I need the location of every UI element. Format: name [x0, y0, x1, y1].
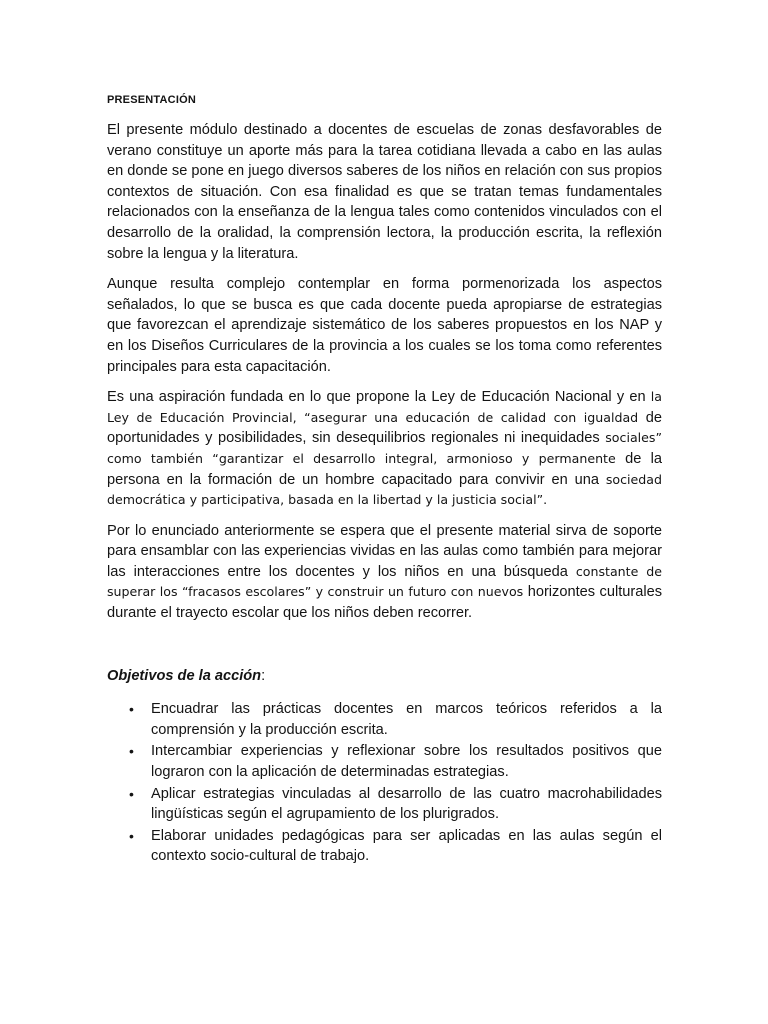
quoted-text-segment: sociedad democrática y participativa, basada en la libertad y la justicia social”. — [107, 471, 662, 508]
quoted-text-segment: sociales” como también “garantizar el desarrollo integral, armonioso y permanente — [107, 430, 662, 466]
objective-item — [107, 826, 662, 867]
paragraphs-container — [107, 120, 662, 624]
document-page — [107, 93, 662, 868]
objectives-title-suffix: : — [261, 667, 266, 684]
text-segment: Aunque resulta complejo contemplar en forma pormenorizada los aspectos señalados, lo que se busca es que cada docente pueda apropiarse de estrategias que favorezcan el aprendizaje sistemático de los saberes propuestos en los NAP y en los Diseños Curriculares de la provincia a los cuales se los toma como referentes principales para esta capacitación. — [107, 276, 662, 375]
objective-text: Aplicar estrategias vinculadas al desarrollo de las cuatro macrohabilidades lingüísticas según el agrupamiento de los plurigrados. — [151, 785, 662, 823]
body-paragraph — [107, 274, 662, 377]
text-segment: Por lo enunciado anteriormente se espera que el presente material sirva de soporte para ensamblar con las experiencias vividas en las aulas como también para mejorar las interacciones entre los docentes y los niños en una búsqueda — [107, 522, 662, 580]
text-segment: El presente módulo destinado a docentes de escuelas de zonas desfavorables de verano constituye un aporte más para la tarea cotidiana llevada a cabo en las aulas en donde se pone en juego diversos saberes de los niños en relación con sus propios contextos de situación. Con esa finalidad es que se tratan temas fundamentales relacionados con la enseñanza de la lengua tales como contenidos vinculados con el desarrollo de la oralidad, la comprensión lectora, la producción escrita, la reflexión sobre la lengua y la literatura. — [107, 122, 662, 262]
page-heading: PRESENTACIÓN — [107, 94, 196, 106]
body-paragraph — [107, 521, 662, 624]
quoted-text-segment: constante de superar los “fracasos escolares” y construir un futuro con nuevos — [107, 563, 662, 600]
objective-item — [107, 741, 662, 782]
objective-text: Elaborar unidades pedagógicas para ser aplicadas en las aulas según el contexto socio-cultural de trabajo. — [151, 827, 662, 865]
objective-text: Encuadrar las prácticas docentes en marcos teóricos referidos a la comprensión y la producción escrita. — [151, 701, 662, 738]
objectives-section — [107, 666, 662, 867]
body-paragraph — [107, 120, 662, 264]
quoted-text-segment: la Ley de Educación Provincial, “asegurar una educación de calidad con igualdad — [107, 389, 662, 425]
body-paragraph — [107, 387, 662, 511]
objective-item — [107, 699, 662, 740]
objectives-list — [107, 699, 662, 867]
objectives-title — [107, 666, 662, 687]
bullet-icon: • — [129, 785, 134, 802]
text-segment: Es una aspiración fundada en lo que propone la Ley de Educación Nacional y en — [107, 389, 651, 406]
bullet-icon: • — [129, 743, 134, 760]
text-segment: de oportunidades y posibilidades, sin desequilibrios regionales ni inequidades — [107, 409, 662, 447]
text-segment: de la persona en la formación de un hombre capacitado para convivir en una — [107, 450, 662, 488]
bullet-icon: • — [129, 827, 134, 844]
objective-text: Intercambiar experiencias y reflexionar sobre los resultados positivos que lograron con la aplicación de determinadas estrategias. — [151, 743, 662, 781]
text-segment: horizontes culturales durante el trayecto escolar que los niños deben recorrer. — [107, 584, 662, 622]
objective-item — [107, 784, 662, 825]
objectives-title-text: Objetivos de la acción — [107, 667, 262, 684]
bullet-icon: • — [129, 701, 134, 718]
